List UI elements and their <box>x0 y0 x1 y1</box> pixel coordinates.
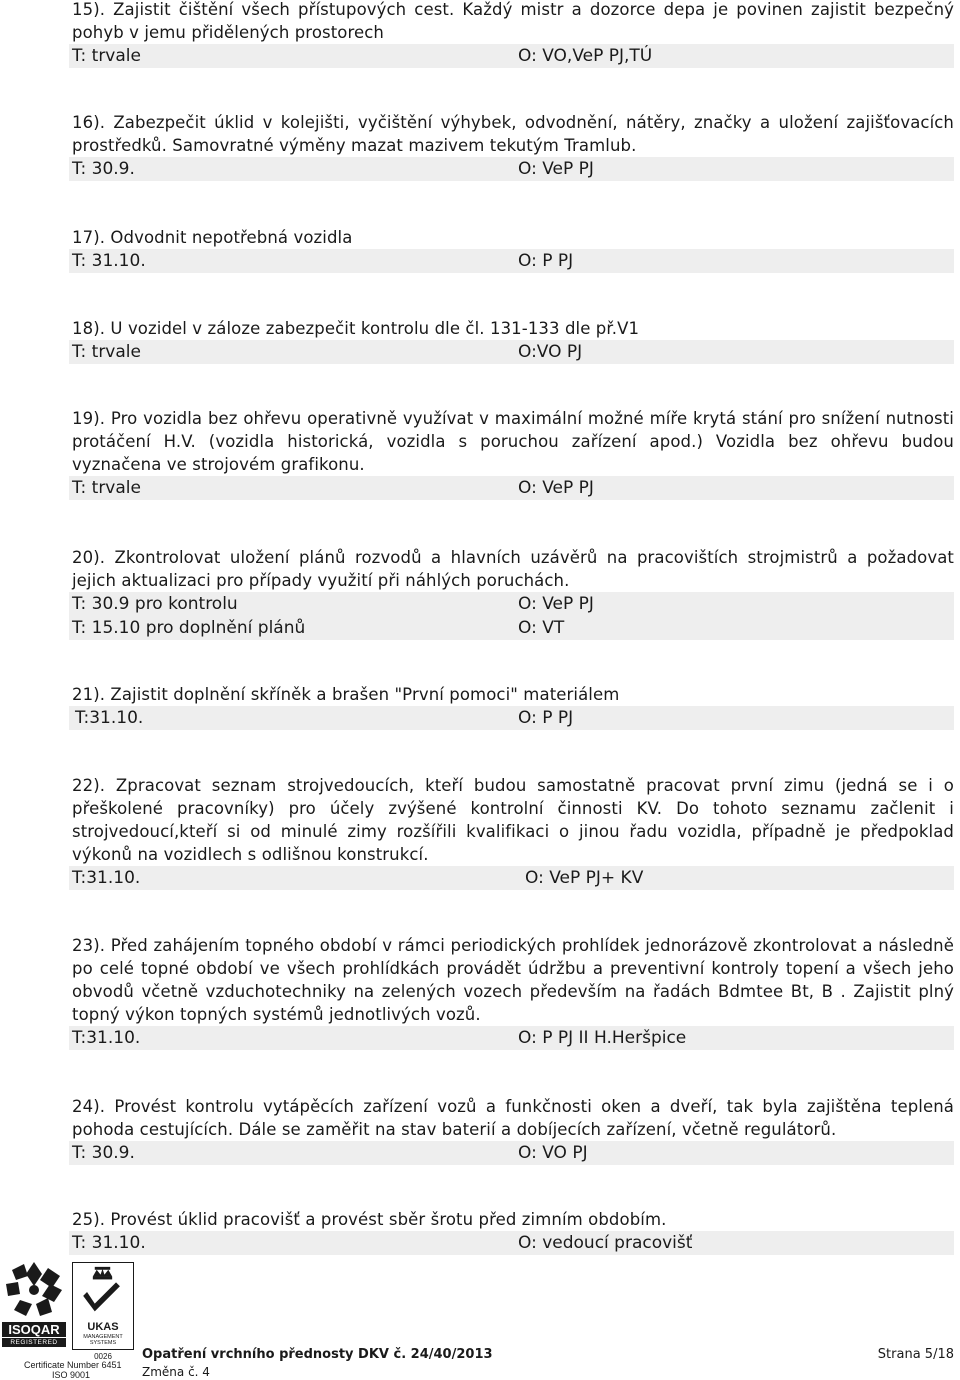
task-text: 15). Zajistit čištění všech přístupových cest. Každý mistr a dozorce depa je povinen zajistit bezpečný pohyb v jemu přidělených prostorech <box>72 0 954 42</box>
task-item-24 <box>72 1095 954 1165</box>
task-owner: O: P PJ <box>518 708 574 728</box>
ukas-logo-text: UKAS <box>87 1321 119 1333</box>
task-deadline: T:31.10. <box>72 868 141 888</box>
task-item-17 <box>72 226 954 273</box>
task-meta-row <box>69 1231 954 1255</box>
task-text: 20). Zkontrolovat uložení plánů rozvodů a hlavních uzávěrů na pracovištích strojmistrů a požadovat jejich aktualizaci pro případy využití při náhlých poruchách. <box>72 548 954 590</box>
task-text: 25). Provést úklid pracovišť a provést sběr šrotu před zimním obdobím. <box>72 1210 667 1229</box>
task-text: 17). Odvodnit nepotřebná vozidla <box>72 228 353 247</box>
task-owner: O: VeP PJ+ KV <box>525 868 644 888</box>
task-deadline: T: 30.9 pro kontrolu <box>72 594 238 614</box>
task-meta-row <box>69 616 954 640</box>
task-item-23 <box>72 934 954 1050</box>
task-meta-row <box>69 592 954 616</box>
task-text: 24). Provést kontrolu vytápěcích zařízení vozů a funkčnosti oken a dveří, tak byla zajištěna teplená pohoda cestujících. Dále se zaměřit na stav baterií a dobíjecích zařízení, včetně regulátorů. <box>72 1097 954 1139</box>
task-deadline: T: 31.10. <box>72 1233 146 1253</box>
task-deadline: T: trvale <box>72 342 141 362</box>
task-meta-row <box>69 157 954 181</box>
task-owner: O: VO,VeP PJ,TÚ <box>518 46 653 66</box>
task-meta-row <box>69 706 954 730</box>
crown-tick-icon <box>73 1263 132 1321</box>
task-deadline: T: 15.10 pro doplnění plánů <box>72 618 306 638</box>
task-deadline: T: trvale <box>72 478 141 498</box>
task-meta-row <box>69 249 954 273</box>
task-owner: O: VeP PJ <box>518 159 594 179</box>
task-item-25 <box>72 1208 954 1255</box>
task-item-21 <box>72 683 954 730</box>
task-deadline: T:31.10. <box>75 708 144 728</box>
task-owner: O: VeP PJ <box>518 594 594 614</box>
task-item-18 <box>72 317 954 364</box>
task-text: 21). Zajistit doplnění skříněk a brašen "První pomoci" materiálem <box>72 685 620 704</box>
task-meta-row <box>69 1141 954 1165</box>
certificate-number: Certificate Number 6451 <box>24 1360 122 1370</box>
task-item-20 <box>72 546 954 640</box>
isoqar-logo-icon <box>4 1260 64 1318</box>
task-text: 16). Zabezpečit úklid v kolejišti, vyčištění výhybek, odvodnění, nátěry, značky a uložení zajišťovacích prostředků. Samovratné výměny mazat mazivem tekutým Tramlub. <box>72 113 954 155</box>
task-text: 22). Zpracovat seznam strojvedoucích, kteří budou samostatně pracovat první zimu (jedná se i o přeškolené pracovníky) pro účely zvýšené kontrolní činnosti KV. Do tohoto seznamu začlenit i strojvedoucí,kteří si od minulé zimy rozšířili kvalifikaci o jinou řadu vozidla, případně je předpoklad výkonů na vozidlech s odlišnou konstrukcí. <box>72 776 954 864</box>
iso-standard: ISO 9001 <box>52 1370 91 1380</box>
task-deadline: T: 31.10. <box>72 251 146 271</box>
task-owner: O: VT <box>518 618 565 638</box>
task-item-19 <box>72 407 954 500</box>
task-owner: O: vedoucí pracovišť <box>518 1233 693 1253</box>
task-text: 23). Před zahájením topného období v rámci periodických prohlídek jednorázově zkontrolovat a následně po celé topné období ve všech prohlídkách provádět údržbu a preventivní kontroly topení a všech jeho obvodů včetně vzduchotechniky na zelených vozech především na řadách Bdmtee Bt, B . Zajistit plný topný výkon topných systémů jednotlivých vozů. <box>72 936 954 1024</box>
document-revision: Změna č. 4 <box>142 1365 210 1379</box>
ukas-number: 0026 <box>94 1352 112 1361</box>
isoqar-registered-text: REGISTERED <box>2 1338 66 1347</box>
task-meta-row <box>69 340 954 364</box>
task-owner: O: P PJ II H.Heršpice <box>518 1028 687 1048</box>
page-number: Strana 5/18 <box>877 1347 954 1362</box>
task-deadline: T: trvale <box>72 46 141 66</box>
task-meta-row <box>69 476 954 500</box>
task-deadline: T:31.10. <box>72 1028 141 1048</box>
task-item-22 <box>72 774 954 890</box>
task-owner: O: VO PJ <box>518 1143 588 1163</box>
task-meta-row <box>69 44 954 68</box>
task-owner: O: VeP PJ <box>518 478 594 498</box>
task-item-16 <box>72 111 954 181</box>
task-meta-row <box>69 1026 954 1050</box>
task-meta-row <box>69 866 954 890</box>
certification-logos <box>0 1256 138 1380</box>
document-title: Opatření vrchního přednosty DKV č. 24/40/2013 <box>142 1347 493 1362</box>
task-text: 19). Pro vozidla bez ohřevu operativně využívat v maximální možné míře krytá stání pro snížení nutnosti protáčení H.V. (vozidla historická, vozidla s poruchou zařízení apod.) Vozidla bez ohřevu budou vyznačena ve strojovém grafikonu. <box>72 409 954 474</box>
task-text: 18). U vozidel v záloze zabezpečit kontrolu dle čl. 131-133 dle př.V1 <box>72 319 640 338</box>
task-deadline: T: 30.9. <box>72 159 135 179</box>
task-item-15 <box>72 0 954 68</box>
task-deadline: T: 30.9. <box>72 1143 135 1163</box>
ukas-logo-subtext: MANAGEMENT SYSTEMS <box>83 1334 123 1346</box>
isoqar-logo-text: ISOQAR <box>2 1322 66 1337</box>
task-owner: O: P PJ <box>518 251 574 271</box>
task-owner: O:VO PJ <box>518 342 583 362</box>
page-footer <box>0 1256 960 1380</box>
